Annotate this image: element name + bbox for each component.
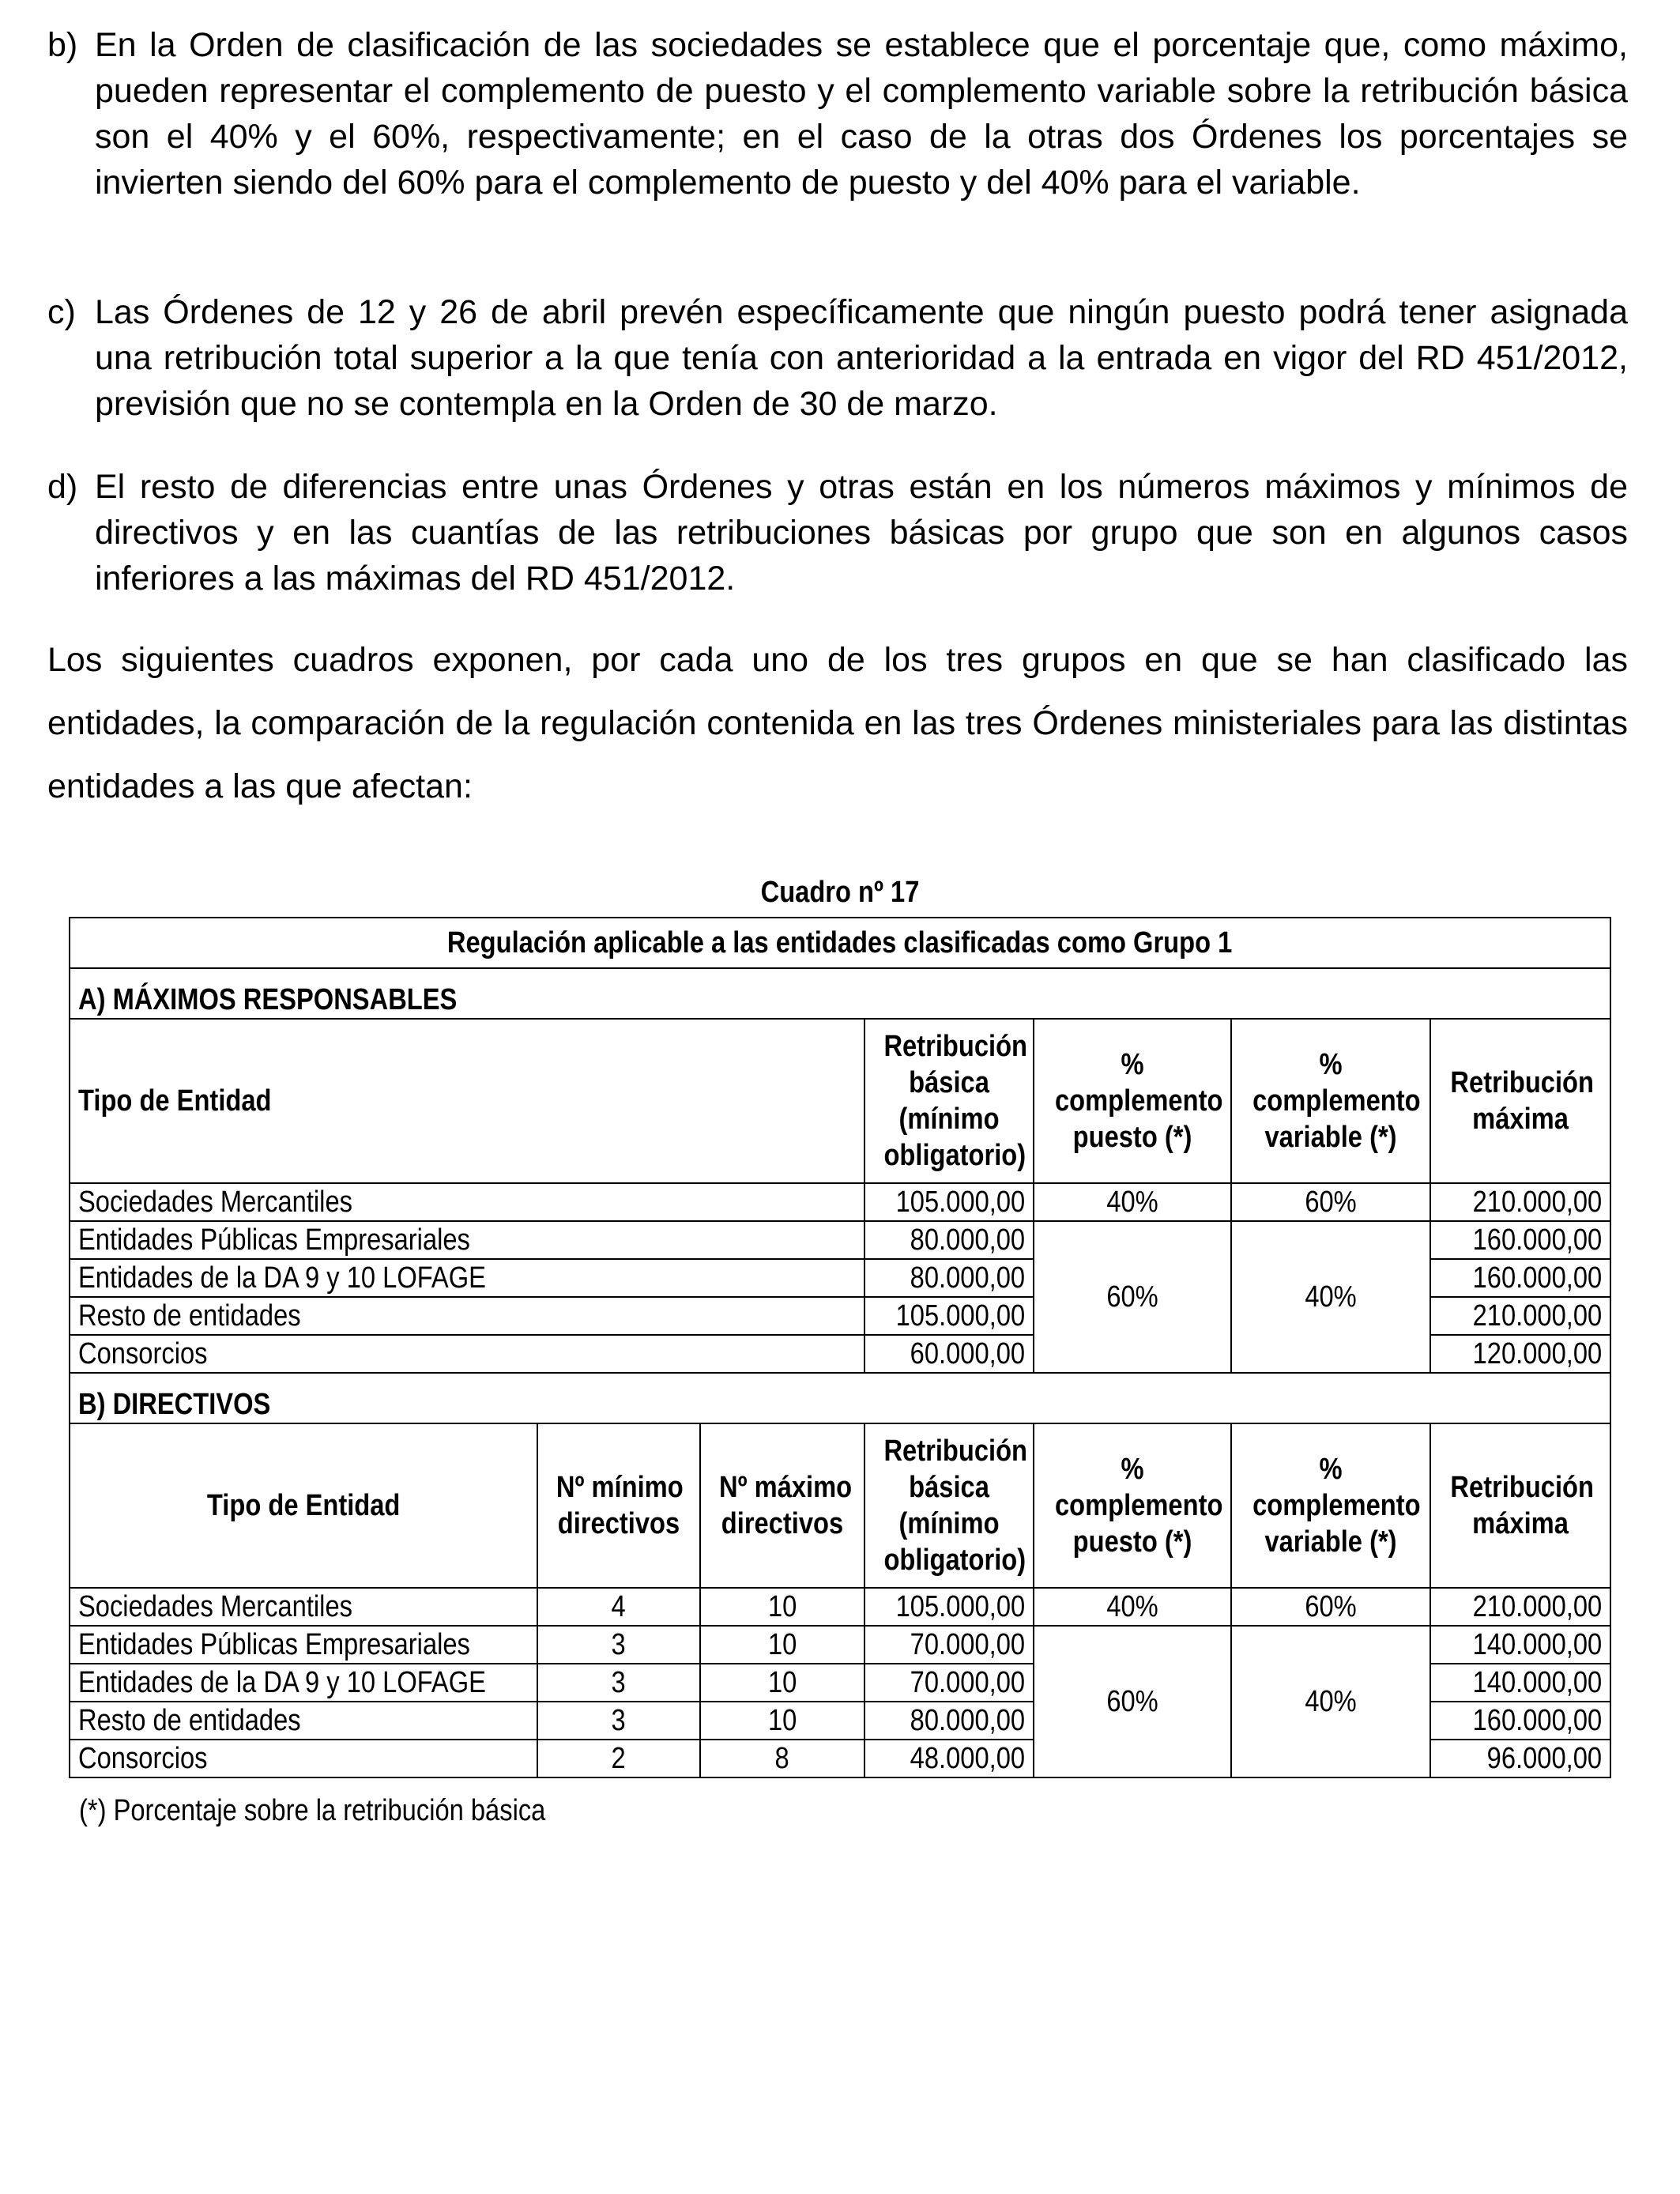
cell-maxima: 140.000,00 (1430, 1664, 1610, 1702)
cell-puesto: 40% (1034, 1588, 1231, 1626)
header-max-directivos: Nº máximo directivos (700, 1423, 864, 1588)
intro-paragraph: Los siguientes cuadros exponen, por cada uno de los tres grupos en que se han clasificado las entidades, la comparación de la regulación contenida en las tres Órdenes ministeriales para las distintas entidades a las que afectan: (47, 641, 1628, 805)
cell-basica: 105.000,00 (864, 1297, 1034, 1335)
cell-tipo: Sociedades Mercantiles (70, 1588, 537, 1626)
cell-basica: 70.000,00 (864, 1664, 1034, 1702)
header-complemento-variable: % complemento variable (*) (1231, 1423, 1430, 1588)
cell-basica: 48.000,00 (864, 1740, 1034, 1777)
cell-puesto: 40% (1034, 1183, 1231, 1221)
header-row-b (70, 1423, 1610, 1588)
cell-tipo: Resto de entidades (70, 1702, 537, 1740)
cell-min: 3 (537, 1626, 700, 1664)
cell-maxima: 160.000,00 (1430, 1221, 1610, 1259)
header-complemento-variable: % complemento variable (*) (1231, 1019, 1430, 1183)
list-item-label: d) (47, 468, 78, 506)
data-table-grupo-1 (69, 917, 1611, 1778)
cell-basica: 70.000,00 (864, 1626, 1034, 1664)
list-item-label: c) (47, 293, 76, 331)
cell-maxima: 120.000,00 (1430, 1335, 1610, 1373)
list-item-text: En la Orden de clasificación de las sociedades se establece que el porcentaje que, como máximo, pueden representar el complemento de puesto y el complemento variable sobre la retribución básica son el 40% y el 60%, respectivamente; en el caso de la otras dos Órdenes los porcentajes se invierten siendo del 60% para el complemento de puesto y del 40% para el variable. (95, 26, 1628, 202)
header-retribucion-basica: Retribución básica (mínimo obligatorio) (864, 1423, 1034, 1588)
cell-maxima: 96.000,00 (1430, 1740, 1610, 1777)
cell-variable: 60% (1231, 1183, 1430, 1221)
header-retribucion-maxima: Retribución máxima (1430, 1019, 1610, 1183)
cell-tipo: Consorcios (70, 1335, 864, 1373)
cell-min: 3 (537, 1664, 700, 1702)
header-tipo-entidad: Tipo de Entidad (70, 1019, 864, 1183)
cell-maxima: 210.000,00 (1430, 1183, 1610, 1221)
cell-min: 3 (537, 1702, 700, 1740)
cell-basica: 60.000,00 (864, 1335, 1034, 1373)
cell-tipo: Entidades Públicas Empresariales (70, 1626, 537, 1664)
cell-min: 4 (537, 1588, 700, 1626)
header-retribucion-maxima: Retribución máxima (1430, 1423, 1610, 1588)
section-heading-b: B) DIRECTIVOS (70, 1373, 1610, 1423)
table-row (70, 1626, 1610, 1664)
list-item-d (47, 464, 1628, 601)
table-row (70, 1588, 1610, 1626)
cell-max: 10 (700, 1664, 864, 1702)
cell-min: 2 (537, 1740, 700, 1777)
cell-maxima: 140.000,00 (1430, 1626, 1610, 1664)
cell-maxima: 210.000,00 (1430, 1588, 1610, 1626)
table-footnote: (*) Porcentaje sobre la retribución básica (79, 1794, 546, 1827)
header-row-a (70, 1019, 1610, 1183)
header-complemento-puesto: % complemento puesto (*) (1034, 1019, 1231, 1183)
list-item-text: El resto de diferencias entre unas Órdenes y otras están en los números máximos y mínimos de directivos y en las cuantías de las retribuciones básicas por grupo que son en algunos casos inferiores a las máximas del RD 451/2012. (95, 468, 1628, 598)
cell-variable-merged: 40% (1231, 1221, 1430, 1373)
cell-tipo: Resto de entidades (70, 1297, 864, 1335)
table-row (70, 1183, 1610, 1221)
cell-basica: 105.000,00 (864, 1183, 1034, 1221)
cell-variable-merged: 40% (1231, 1626, 1430, 1777)
list-item-b (47, 22, 1628, 205)
cell-tipo: Entidades de la DA 9 y 10 LOFAGE (70, 1664, 537, 1702)
cell-maxima: 160.000,00 (1430, 1259, 1610, 1297)
section-heading-a: A) MÁXIMOS RESPONSABLES (70, 968, 1610, 1019)
cell-variable: 60% (1231, 1588, 1430, 1626)
cell-tipo: Consorcios (70, 1740, 537, 1777)
cell-max: 10 (700, 1588, 864, 1626)
cell-puesto-merged: 60% (1034, 1626, 1231, 1777)
table-title: Regulación aplicable a las entidades clasificadas como Grupo 1 (70, 918, 1610, 968)
cell-maxima: 210.000,00 (1430, 1297, 1610, 1335)
cell-tipo: Entidades Públicas Empresariales (70, 1221, 864, 1259)
table-caption: Cuadro nº 17 (760, 876, 920, 909)
table-row (70, 1221, 1610, 1259)
cell-max: 10 (700, 1702, 864, 1740)
cell-basica: 80.000,00 (864, 1221, 1034, 1259)
cell-basica: 80.000,00 (864, 1702, 1034, 1740)
list-item-text: Las Órdenes de 12 y 26 de abril prevén específicamente que ningún puesto podrá tener asignada una retribución total superior a la que tenía con anterioridad a la entrada en vigor del RD 451/2012, previsión que no se contempla en la Orden de 30 de marzo. (95, 293, 1628, 423)
header-min-directivos: Nº mínimo directivos (537, 1423, 700, 1588)
cell-basica: 80.000,00 (864, 1259, 1034, 1297)
cell-puesto-merged: 60% (1034, 1221, 1231, 1373)
list-item-label: b) (47, 26, 78, 64)
cell-max: 10 (700, 1626, 864, 1664)
header-tipo-entidad: Tipo de Entidad (70, 1423, 537, 1588)
header-complemento-puesto: % complemento puesto (*) (1034, 1423, 1231, 1588)
cell-tipo: Entidades de la DA 9 y 10 LOFAGE (70, 1259, 864, 1297)
list-item-c (47, 289, 1628, 427)
header-retribucion-basica: Retribución básica (mínimo obligatorio) (864, 1019, 1034, 1183)
cell-basica: 105.000,00 (864, 1588, 1034, 1626)
cell-max: 8 (700, 1740, 864, 1777)
cell-tipo: Sociedades Mercantiles (70, 1183, 864, 1221)
cell-maxima: 160.000,00 (1430, 1702, 1610, 1740)
